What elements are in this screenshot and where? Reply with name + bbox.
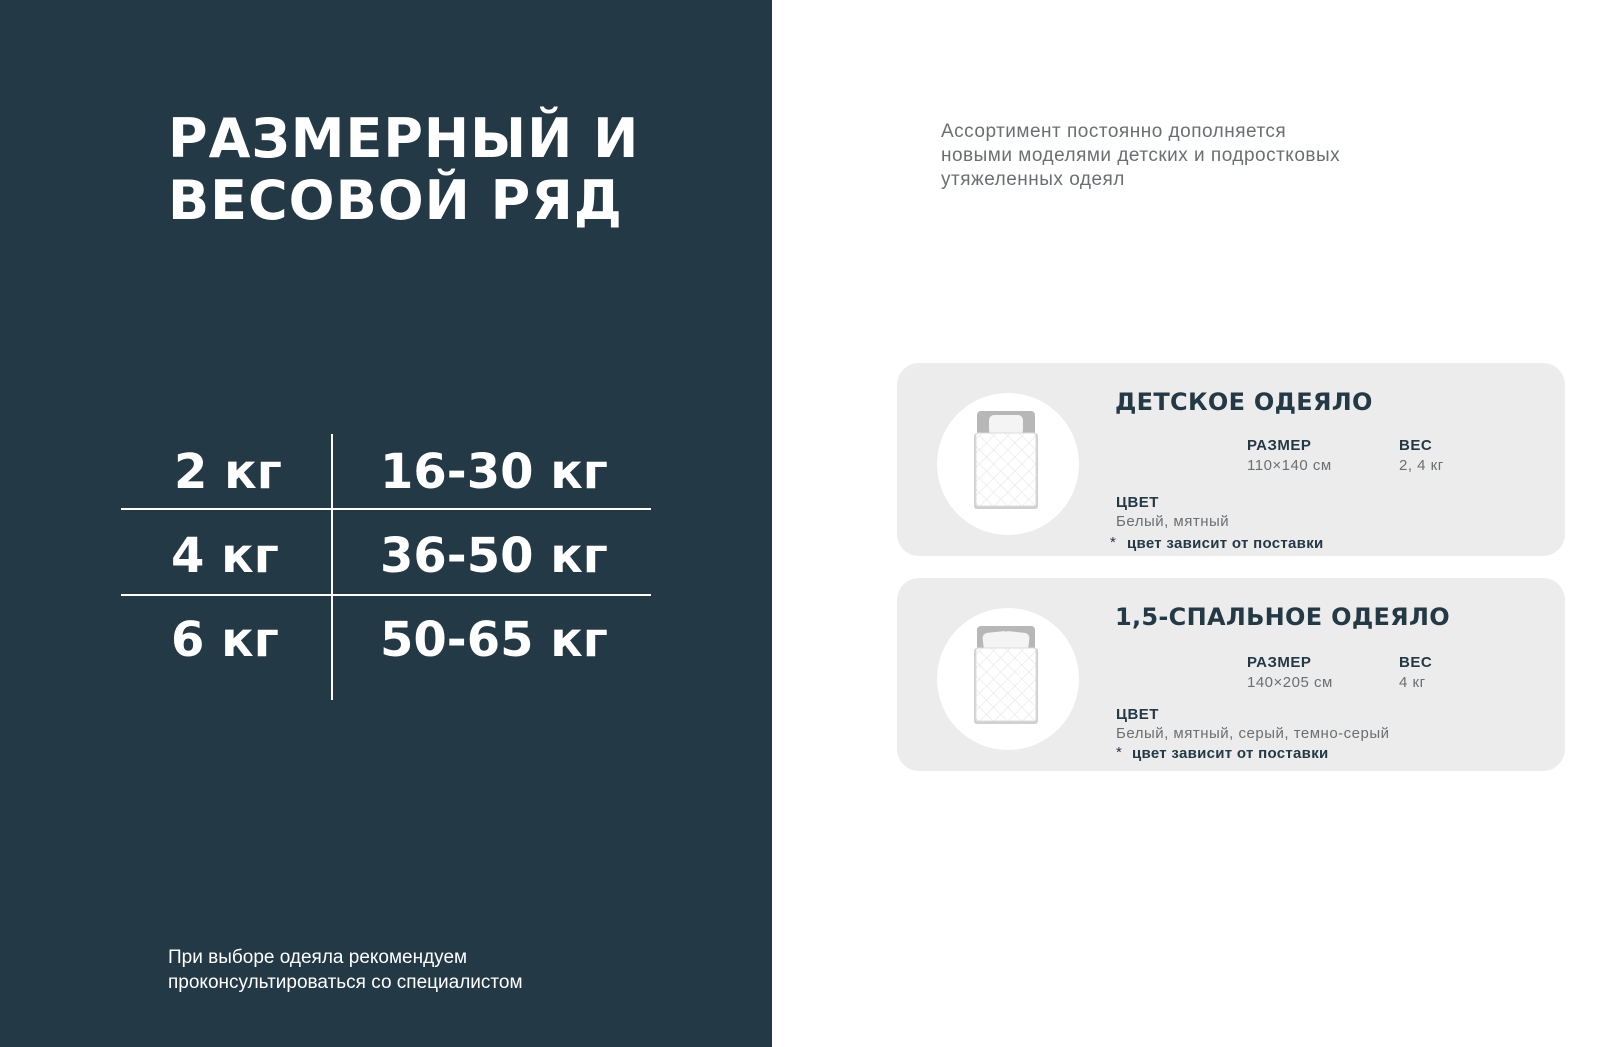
intro-line-3: утяжеленных одеял [941,169,1125,190]
title-line-2: ВЕСОВОЙ РЯД [168,169,623,232]
card-title: 1,5-СПАЛЬНОЕ ОДЕЯЛО [1115,603,1450,631]
footnote-text: цвет зависит от поставки [1127,535,1324,552]
size-label: РАЗМЕР [1247,654,1312,671]
body-weight-cell: 36-50 кг [380,528,608,584]
left-panel [0,0,772,1047]
size-label: РАЗМЕР [1247,437,1312,454]
weight-value: 4 кг [1399,674,1426,691]
single-blanket-icon [937,393,1079,535]
blanket-weight-cell: 4 кг [171,528,279,584]
consultation-note [168,945,523,995]
one-and-half-blanket-icon [937,608,1079,750]
product-card-kids [897,363,1565,556]
size-value: 140×205 см [1247,674,1333,691]
weight-value: 2, 4 кг [1399,457,1444,474]
weight-label: ВЕС [1399,654,1433,671]
intro-line-2: новыми моделями детских и подростковых [941,145,1341,166]
weight-table [121,434,651,700]
card-title: ДЕТСКОЕ ОДЕЯЛО [1115,388,1373,416]
size-value: 110×140 см [1247,457,1332,474]
body-weight-cell: 16-30 кг [380,444,608,500]
color-value: Белый, мятный [1116,513,1230,530]
table-row-divider [121,508,651,510]
table-vertical-divider [331,434,333,700]
weight-label: ВЕС [1399,437,1433,454]
body-weight-cell: 50-65 кг [380,612,608,668]
color-value: Белый, мятный, серый, темно-серый [1116,725,1390,742]
footnote-text: цвет зависит от поставки [1132,745,1329,762]
blanket-weight-cell: 6 кг [171,612,279,668]
page-title [168,108,639,232]
footnote-asterisk: * [1116,744,1122,761]
intro-line-1: Ассортимент постоянно дополняется [941,121,1287,142]
color-label: ЦВЕТ [1116,494,1159,511]
note-line-1: При выборе одеяла рекомендуем [168,947,468,968]
note-line-2: проконсультироваться со специалистом [168,972,523,993]
table-row-divider [121,594,651,596]
title-line-1: РАЗМЕРНЫЙ И [168,107,640,170]
blanket-weight-cell: 2 кг [174,444,282,500]
footnote-asterisk: * [1110,534,1116,551]
product-card-one-and-half [897,578,1565,771]
color-label: ЦВЕТ [1116,706,1159,723]
assortment-intro [941,120,1340,192]
